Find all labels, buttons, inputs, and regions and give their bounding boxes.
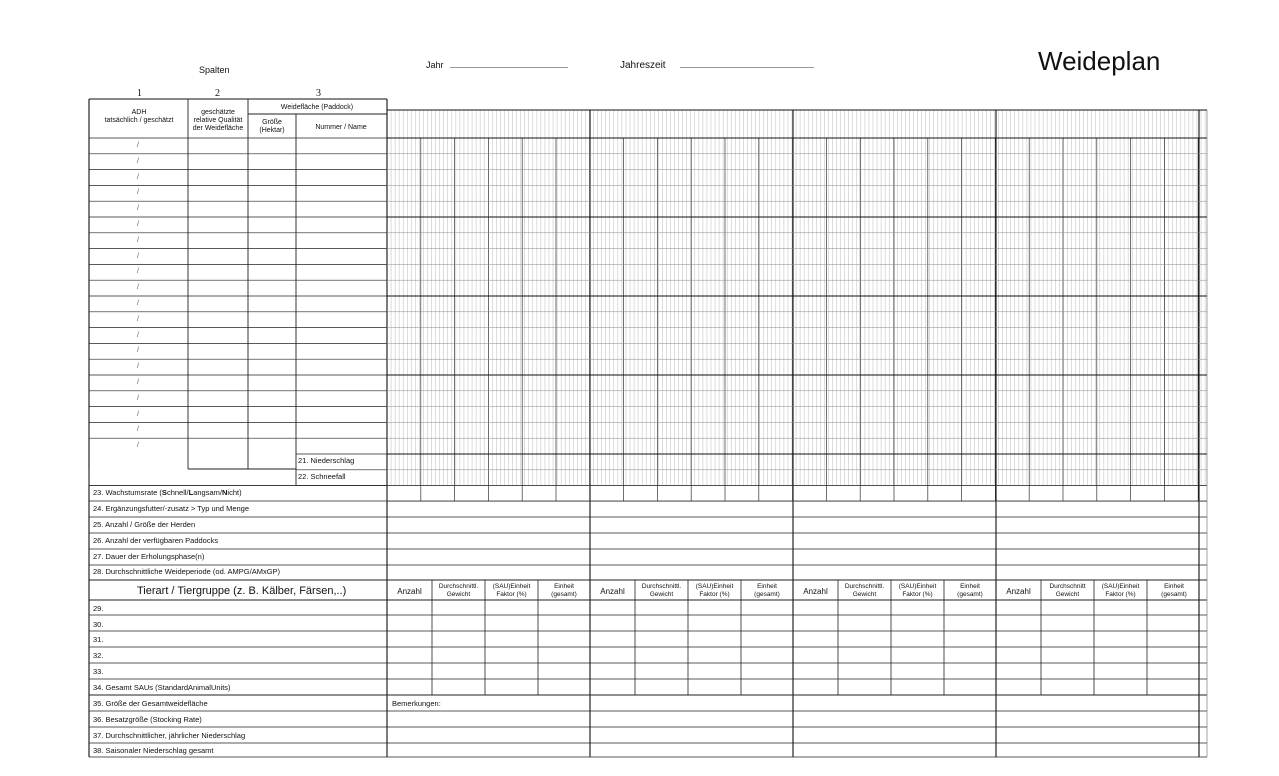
spalten-label: Spalten: [199, 65, 230, 75]
row-32-label: 32.: [93, 651, 104, 660]
row-28-label: 28. Durchschnittliche Weideperiode (od. AMPG/AMxGP): [93, 567, 281, 576]
adh-slash: /: [137, 300, 139, 307]
adh-slash: /: [137, 284, 139, 292]
row-21-label: 21. Niederschlag: [298, 456, 355, 465]
row-36-label: 36. Besatzgröße (Stocking Rate): [93, 715, 202, 724]
paddock-header: Weidefläche (Paddock): [280, 104, 354, 111]
row-30-label: 30.: [93, 620, 104, 629]
jahr-field[interactable]: [450, 67, 568, 68]
row-27-label: 27. Dauer der Erholungsphase(n): [93, 552, 205, 561]
row-33-label: 33.: [93, 667, 104, 676]
adh-slash: /: [137, 379, 139, 386]
row-31-label: 31.: [93, 635, 104, 644]
adh-slash: /: [137, 142, 139, 149]
adh-slash: /: [137, 157, 139, 165]
column-number-3: 3: [316, 88, 321, 99]
adh-slash: /: [137, 442, 139, 450]
row-23-label: 23. Wachstumsrate (Schnell/Langsam/Nicht): [93, 488, 242, 497]
jahr-label: Jahr: [426, 60, 444, 70]
factor-header-1: (SAU)Einheit Faktor (%): [492, 583, 531, 598]
anzahl-header-1: Anzahl: [397, 587, 422, 596]
weight-header-4: Durchschnitt Gewicht: [1049, 583, 1086, 598]
unit-total-header-1: Einheit (gesamt): [551, 583, 577, 598]
adh-slash: /: [137, 426, 139, 434]
row-29-label: 29.: [93, 604, 104, 613]
weight-header-1: Durchschnittl. Gewicht: [438, 583, 479, 598]
adh-slash: /: [137, 394, 139, 402]
adh-slash: /: [137, 173, 139, 181]
row-22-label: 22. Schneefall: [298, 472, 346, 481]
adh-slash: /: [137, 268, 139, 276]
tierart-header: Tierart / Tiergruppe (z. B. Kälber, Färsen,..): [137, 585, 347, 597]
factor-header-3: (SAU)Einheit Faktor (%): [898, 583, 937, 598]
row-37-label: 37. Durchschnittlicher, jährlicher Niederschlag: [93, 731, 246, 740]
adh-slash: /: [137, 331, 139, 339]
adh-slash: /: [137, 236, 139, 244]
unit-total-header-4: Einheit (gesamt): [1161, 583, 1187, 598]
size-header: Größe (Hektar): [259, 119, 285, 134]
unit-total-header-3: Einheit (gesamt): [957, 583, 983, 598]
row-38-label: 38. Saisonaler Niederschlag gesamt: [93, 746, 214, 755]
adh-slash: /: [137, 363, 139, 371]
anzahl-header-2: Anzahl: [600, 587, 625, 596]
jahreszeit-field[interactable]: [680, 67, 814, 68]
row-26-label: 26. Anzahl der verfügbaren Paddocks: [93, 536, 219, 545]
column-number-1: 1: [137, 88, 142, 99]
adh-slash: /: [137, 205, 139, 213]
adh-slash: /: [137, 189, 139, 197]
page-title: Weideplan: [1038, 46, 1161, 76]
row-35-label: 35. Größe der Gesamtweidefläche: [93, 699, 208, 708]
row-25-label: 25. Anzahl / Größe der Herden: [93, 520, 196, 529]
bemerkungen-label: Bemerkungen:: [392, 699, 441, 708]
name-header: Nummer / Name: [315, 124, 367, 131]
factor-header-4: (SAU)Einheit Faktor (%): [1101, 583, 1140, 598]
weight-header-2: Durchschnittl. Gewicht: [641, 583, 682, 598]
adh-slash: /: [137, 410, 139, 418]
adh-slash: /: [137, 347, 139, 355]
quality-header: geschätzte relative Qualität der Weidefläche: [192, 109, 244, 132]
jahreszeit-label: Jahreszeit: [620, 60, 666, 71]
adh-slash: /: [137, 315, 139, 323]
row-24-label: 24. Ergänzungsfutter/-zusatz > Typ und Menge: [93, 504, 249, 513]
unit-total-header-2: Einheit (gesamt): [754, 583, 780, 598]
anzahl-header-4: Anzahl: [1006, 587, 1031, 596]
adh-slash: /: [137, 252, 139, 260]
adh-header: ADH tatsächlich / geschätzt: [104, 109, 174, 124]
anzahl-header-3: Anzahl: [803, 587, 828, 596]
factor-header-2: (SAU)Einheit Faktor (%): [695, 583, 734, 598]
column-number-2: 2: [215, 88, 220, 99]
weight-header-3: Durchschnittl. Gewicht: [844, 583, 885, 598]
adh-slash: /: [137, 221, 139, 228]
row-34-label: 34. Gesamt SAUs (StandardAnimalUnits): [93, 683, 231, 692]
